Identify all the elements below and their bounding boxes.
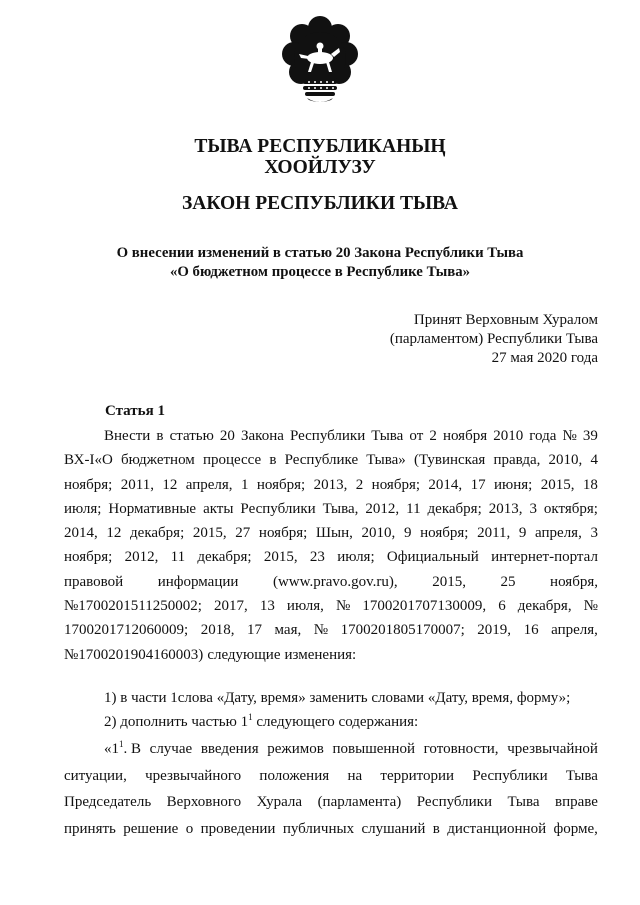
law-subject-line-2: «О бюджетном процессе в Республике Тыва» (169, 264, 471, 280)
paragraph-word: акты (203, 500, 234, 517)
article-paragraph (64, 424, 598, 667)
quote-word: Республики (416, 794, 492, 810)
paragraph-word: 18 (582, 476, 598, 493)
paragraph-word: 2012, (365, 500, 400, 517)
paragraph-word: бюджетном (120, 452, 195, 469)
quote-word: Тыва (507, 794, 540, 810)
quote-word: введения (200, 741, 259, 757)
paragraph-word: 1 (240, 476, 249, 493)
quote-word: повышенной (332, 741, 415, 757)
paragraph-word: (www.pravo.gov.ru), (272, 573, 398, 590)
paragraph-line (64, 473, 598, 497)
paragraph-word: 20 (219, 428, 235, 444)
quote-word: ситуации, (64, 767, 127, 784)
paragraph-word: правовой (64, 573, 124, 590)
paragraph-word: Республики (240, 500, 316, 517)
paragraph-word: октября; (543, 500, 598, 517)
tuva-emblem-icon (281, 14, 359, 106)
paragraph-word: Республики (289, 428, 366, 444)
item2-suffix: следующего содержания: (252, 714, 419, 730)
adoption-date: 27 мая 2020 года (491, 350, 598, 366)
paragraph-line (64, 521, 598, 545)
paragraph-word: 2014, (64, 525, 98, 542)
paragraph-word: изменения: (284, 646, 357, 663)
law-title: ЗАКОН РЕСПУБЛИКИ ТЫВА (181, 193, 459, 214)
paragraph-word: июля; (64, 500, 102, 517)
paragraph-word: № (313, 622, 329, 639)
paragraph-word: апреля, (551, 622, 598, 639)
paragraph-word: ноября; (371, 476, 421, 493)
paragraph-word: Шын, (315, 525, 353, 542)
paragraph-word: 11 (170, 549, 186, 566)
paragraph-line (64, 545, 598, 569)
paragraph-word: 2017, (214, 598, 248, 615)
paragraph-word: 1700201805170007; (340, 622, 465, 639)
paragraph-word: 12 (162, 476, 178, 493)
quote-word: дистанционной (447, 820, 547, 837)
paragraph-word: 2014, (428, 476, 463, 493)
paragraph-word: правда, (493, 452, 541, 469)
paragraph-word: статью (169, 428, 214, 444)
paragraph-word: 2010 (493, 428, 524, 444)
quote-word: чрезвычайной (507, 741, 598, 757)
paragraph-word: 2018, (200, 622, 235, 639)
paragraph-line (64, 594, 598, 618)
quote-word: готовности, (423, 741, 499, 757)
paragraph-word: № (562, 428, 577, 444)
paragraph-word: 1700201707130009, (362, 598, 487, 615)
paragraph-word: 16 (523, 622, 539, 639)
paragraph-word: 2015, (432, 573, 466, 590)
paragraph-word: декабря; (130, 525, 185, 542)
paragraph-word: 23 (309, 549, 325, 566)
quote-word: . В (123, 741, 142, 757)
paragraph-word: 39 (582, 428, 598, 444)
quote-word: проведении (200, 820, 276, 837)
paragraph-word: июля, (286, 598, 324, 615)
quote-word: Верховного (166, 794, 242, 810)
quote-word: слушаний (361, 820, 426, 837)
paragraph-word: № (336, 598, 351, 615)
quote-prefix-text: «1 (104, 741, 119, 757)
paragraph-word: декабря, (517, 598, 572, 615)
paragraph-line (64, 618, 598, 642)
paragraph-word: Тыва, (322, 500, 359, 517)
quoted-text (64, 736, 598, 842)
paragraph-word: 2019, (477, 622, 512, 639)
paragraph-word: Тыва» (366, 452, 406, 469)
adoption-line-2: (парламентом) Республики Тыва (389, 331, 598, 347)
paragraph-word: №1700201904160003) (64, 646, 204, 663)
item2-superscript: 1 (248, 712, 253, 722)
article-title: Статья 1 (105, 403, 165, 419)
amendment-item-1: 1) в части 1слова «Дату, время» заменить словами «Дату, время, форму»; (104, 690, 571, 706)
paragraph-word: 2015, (192, 525, 227, 542)
paragraph-word: интернет-портал (491, 549, 598, 566)
paragraph-word: декабря; (197, 549, 252, 566)
quote-word: чрезвычайного (145, 767, 242, 784)
paragraph-word: 3 (529, 500, 537, 517)
paragraph-word: 2 (429, 428, 437, 444)
paragraph-word: 2010, (361, 525, 396, 542)
quote-word: (парламента) (317, 794, 402, 810)
paragraph-word: 2011, (477, 525, 511, 542)
quote-word: на (347, 767, 363, 784)
paragraph-word: декабря; (427, 500, 482, 517)
paragraph-word: (Тувинская (413, 452, 486, 469)
paragraph-word: №1700201511250002; (64, 598, 202, 615)
paragraph-word: 11 (406, 500, 421, 517)
paragraph-word: апреля, (185, 476, 233, 493)
paragraph-word: ноября; (420, 525, 469, 542)
paragraph-word: 17 (470, 476, 486, 493)
paragraph-word: следующие (207, 646, 281, 663)
paragraph-word: ноября; (258, 525, 308, 542)
paragraph-word: ноября; (64, 549, 113, 566)
paragraph-word: 2010, (548, 452, 583, 469)
paragraph-word: ноября, (550, 573, 598, 590)
quote-word: Председатель (64, 794, 152, 810)
paragraph-word: 27 (235, 525, 251, 542)
paragraph-line (64, 448, 598, 472)
paragraph-word: 1700201712060009; (64, 622, 189, 639)
quote-word: публичных (282, 820, 355, 837)
paragraph-word: 2015, (263, 549, 298, 566)
quote-word: территории (380, 767, 455, 784)
paragraph-word: 25 (500, 573, 516, 590)
paragraph-word: 2013, (488, 500, 523, 517)
paragraph-word: 3 (590, 525, 598, 542)
paragraph-word: Внести (104, 428, 151, 444)
quote-word: Тыва (565, 767, 598, 784)
paragraph-word: апреля, (535, 525, 582, 542)
paragraph-word: 2 (355, 476, 364, 493)
paragraph-word: в (156, 428, 164, 444)
paragraph-word: ноября (442, 428, 488, 444)
paragraph-word: в (269, 452, 277, 469)
paragraph-word: Официальный (386, 549, 479, 566)
quote-prefix (104, 736, 141, 763)
quote-word: о (185, 820, 194, 837)
quote-line (64, 763, 598, 790)
paragraph-word: 17 (246, 622, 262, 639)
paragraph-word: 13 (259, 598, 275, 615)
quote-superscript: 1 (119, 739, 124, 749)
paragraph-word: 2013, (313, 476, 348, 493)
paragraph-word: Закона (241, 428, 284, 444)
quote-line (64, 816, 598, 843)
paragraph-word: Республике (284, 452, 359, 469)
paragraph-line (64, 570, 598, 594)
paragraph-line (64, 643, 598, 667)
adoption-line-1: Принят Верховным Хуралом (413, 312, 598, 328)
paragraph-word: 12 (106, 525, 122, 542)
paragraph-word: 9 (518, 525, 527, 542)
paragraph-word: июля; (337, 549, 375, 566)
amendment-item-2 (104, 712, 418, 732)
quote-word: режимов (267, 741, 324, 757)
paragraph-line (64, 497, 598, 521)
paragraph-word: 6 (498, 598, 506, 615)
paragraph-word: ноября; (64, 476, 113, 493)
paragraph-word: года (529, 428, 557, 444)
law-subject-line-1: О внесении изменений в статью 20 Закона Республики Тыва (116, 245, 524, 261)
paragraph-word: 2011, (120, 476, 154, 493)
header-line-2: ХООЙЛУЗУ (264, 157, 376, 178)
paragraph-word: 2012, (124, 549, 159, 566)
quote-word: Республики (472, 767, 548, 784)
header-line-1: ТЫВА РЕСПУБЛИКАНЫҢ (194, 136, 446, 157)
paragraph-word: ноября; (256, 476, 306, 493)
quote-word: форме, (553, 820, 598, 837)
paragraph-word: 9 (403, 525, 412, 542)
quote-word: вправе (555, 794, 598, 810)
paragraph-word: ВХ-I«О (64, 452, 113, 469)
paragraph-word: Тыва (371, 428, 404, 444)
quote-word: решение (123, 820, 179, 837)
quote-word: случае (149, 741, 193, 757)
quote-line (64, 736, 598, 763)
paragraph-word: Нормативные (108, 500, 197, 517)
paragraph-word: 4 (590, 452, 598, 469)
quote-word: в (432, 820, 440, 837)
paragraph-word: мая, (274, 622, 302, 639)
paragraph-word: июня; (493, 476, 533, 493)
quote-word: принять (64, 820, 116, 837)
paragraph-word: информации (157, 573, 239, 590)
paragraph-word: 2015, (540, 476, 575, 493)
adoption-block (390, 311, 598, 368)
item2-prefix: 2) дополнить частью 1 (104, 714, 249, 730)
paragraph-word: процессе (202, 452, 262, 469)
paragraph-word: от (409, 428, 424, 444)
quote-line (64, 789, 598, 816)
quote-word: Хурала (256, 794, 303, 810)
paragraph-word: № (583, 598, 598, 615)
quote-word: положения (259, 767, 330, 784)
paragraph-line (64, 424, 598, 448)
